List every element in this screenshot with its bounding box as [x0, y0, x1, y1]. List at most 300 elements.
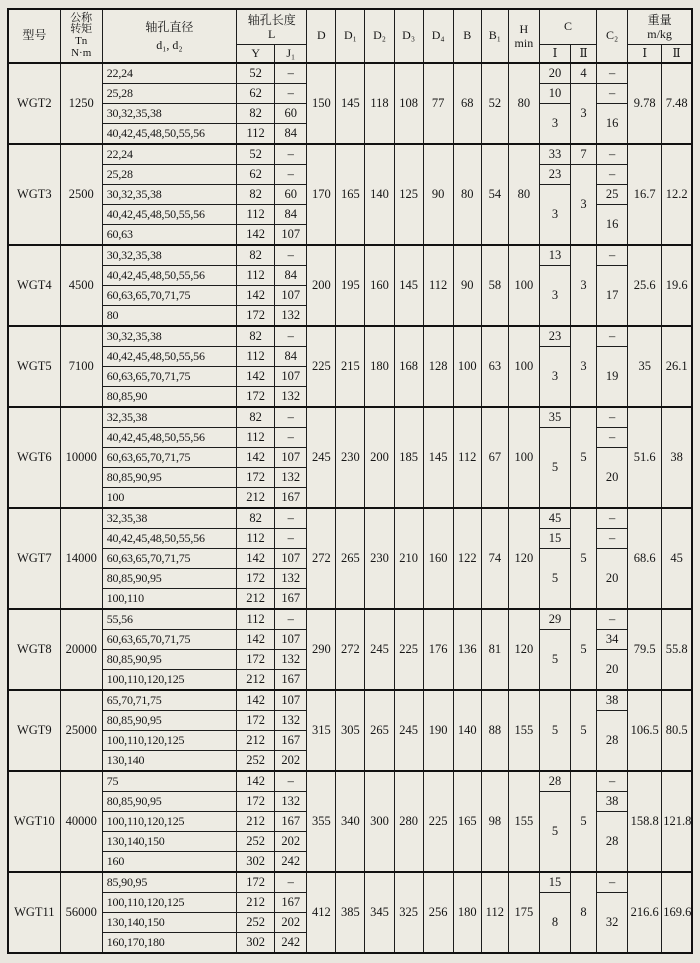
length-J1-cell: 107: [275, 549, 307, 569]
dim-H-cell: 100: [508, 407, 539, 508]
model-cell: WGT4: [8, 245, 60, 326]
length-Y-cell: 112: [237, 428, 275, 448]
dim-H-cell: 155: [508, 690, 539, 771]
dim-B-cell: 136: [453, 609, 481, 690]
spec-table-body: [8, 63, 692, 953]
length-Y-cell: 252: [237, 832, 275, 852]
header-bore-length-label: 轴孔长度: [247, 12, 296, 27]
model-cell: WGT11: [8, 872, 60, 953]
dim-B-cell: 122: [453, 508, 481, 609]
dim-D2-cell: 140: [365, 144, 394, 245]
bore-diameters-cell: 40,42,45,48,50,55,56: [102, 205, 236, 225]
length-J1-cell: 167: [275, 670, 307, 691]
length-Y-cell: 82: [237, 245, 275, 266]
length-Y-cell: 252: [237, 751, 275, 772]
length-J1-cell: 132: [275, 468, 307, 488]
C-I-cell: 13: [539, 245, 570, 266]
C-II-cell: 5: [571, 609, 597, 690]
dim-D2-cell: 180: [365, 326, 394, 407]
length-Y-cell: 172: [237, 468, 275, 488]
bore-diameters-cell: 40,42,45,48,50,55,56: [102, 529, 236, 549]
bore-diameters-cell: 100,110,120,125: [102, 731, 236, 751]
length-J1-cell: 167: [275, 731, 307, 751]
header-weight-unit: m/kg: [647, 27, 672, 41]
bore-diameters-cell: 40,42,45,48,50,55,56: [102, 266, 236, 286]
model-cell: WGT5: [8, 326, 60, 407]
dim-D2-cell: 230: [365, 508, 394, 609]
dim-D2-cell: 160: [365, 245, 394, 326]
weight-II-cell: 12.2: [662, 144, 692, 245]
length-J1-cell: 60: [275, 185, 307, 205]
length-Y-cell: 112: [237, 347, 275, 367]
C2-cell: 17: [597, 266, 628, 327]
dim-D1-cell: 165: [336, 144, 365, 245]
length-J1-cell: 202: [275, 751, 307, 772]
bore-diameters-cell: 32,35,38: [102, 508, 236, 529]
bore-diameters-cell: 32,35,38: [102, 407, 236, 428]
length-J1-cell: –: [275, 771, 307, 792]
length-J1-cell: 132: [275, 306, 307, 327]
weight-I-cell: 35: [628, 326, 662, 407]
dim-D2-cell: 200: [365, 407, 394, 508]
table-row: [8, 690, 692, 711]
length-J1-cell: 107: [275, 690, 307, 711]
weight-II-cell: 80.5: [662, 690, 692, 771]
weight-I-cell: 9.78: [628, 63, 662, 144]
table-row: [8, 326, 692, 347]
header-D4: D₄: [423, 9, 453, 63]
length-J1-cell: 132: [275, 792, 307, 812]
dim-D4-cell: 128: [423, 326, 453, 407]
dim-B1-cell: 81: [481, 609, 508, 690]
dim-D3-cell: 225: [394, 609, 423, 690]
dim-H-cell: 80: [508, 63, 539, 144]
torque-cell: 20000: [60, 609, 102, 690]
header-D1: D₁: [336, 9, 365, 63]
dim-D-cell: 412: [307, 872, 336, 953]
bore-diameters-cell: 22,24: [102, 63, 236, 84]
dim-B1-cell: 63: [481, 326, 508, 407]
dim-H-cell: 120: [508, 508, 539, 609]
header-model: [8, 9, 60, 63]
dim-B-cell: 180: [453, 872, 481, 953]
length-Y-cell: 172: [237, 872, 275, 893]
dim-H-cell: 155: [508, 771, 539, 872]
length-Y-cell: 172: [237, 650, 275, 670]
weight-I-cell: 25.6: [628, 245, 662, 326]
dim-H-cell: 120: [508, 609, 539, 690]
table-row: [8, 245, 692, 266]
torque-cell: 7100: [60, 326, 102, 407]
table-row: [8, 407, 692, 428]
length-Y-cell: 212: [237, 670, 275, 691]
header-B1: B₁: [481, 9, 508, 63]
bore-diameters-cell: 160: [102, 852, 236, 873]
length-J1-cell: 132: [275, 650, 307, 670]
weight-II-cell: 38: [662, 407, 692, 508]
bore-diameters-cell: 100,110,120,125: [102, 893, 236, 913]
length-Y-cell: 142: [237, 448, 275, 468]
table-row: [8, 872, 692, 893]
length-Y-cell: 172: [237, 387, 275, 408]
C2-cell: –: [597, 609, 628, 630]
model-cell: WGT6: [8, 407, 60, 508]
C2-cell: 16: [597, 205, 628, 246]
weight-II-cell: 121.8: [662, 771, 692, 872]
C-I-cell: 23: [539, 165, 570, 185]
header-torque-unit: N·m: [71, 46, 92, 59]
weight-I-cell: 79.5: [628, 609, 662, 690]
dim-B-cell: 140: [453, 690, 481, 771]
C2-cell: 19: [597, 347, 628, 408]
dim-B1-cell: 74: [481, 508, 508, 609]
dim-B1-cell: 58: [481, 245, 508, 326]
bore-diameters-cell: 60,63,65,70,71,75: [102, 448, 236, 468]
C-I-cell: 3: [539, 104, 570, 145]
length-Y-cell: 212: [237, 731, 275, 751]
length-J1-cell: 107: [275, 286, 307, 306]
model-cell: WGT2: [8, 63, 60, 144]
dim-D-cell: 150: [307, 63, 336, 144]
dim-B1-cell: 54: [481, 144, 508, 245]
length-J1-cell: 84: [275, 266, 307, 286]
model-cell: WGT10: [8, 771, 60, 872]
length-J1-cell: 167: [275, 893, 307, 913]
dim-H-cell: 80: [508, 144, 539, 245]
bore-diameters-cell: 75: [102, 771, 236, 792]
length-Y-cell: 142: [237, 771, 275, 792]
C-I-cell: 3: [539, 185, 570, 246]
length-J1-cell: 167: [275, 812, 307, 832]
weight-II-cell: 55.8: [662, 609, 692, 690]
dim-D-cell: 315: [307, 690, 336, 771]
header-weight-label: 重量: [647, 12, 672, 27]
dim-D1-cell: 230: [336, 407, 365, 508]
bore-diameters-cell: 100,110,120,125: [102, 812, 236, 832]
C-II-cell: 4: [571, 63, 597, 84]
C2-cell: 28: [597, 711, 628, 772]
dim-D1-cell: 215: [336, 326, 365, 407]
bore-diameters-cell: 130,140,150: [102, 832, 236, 852]
torque-cell: 40000: [60, 771, 102, 872]
header-H-min-label: min: [514, 36, 534, 50]
weight-I-cell: 216.6: [628, 872, 662, 953]
C2-cell: 38: [597, 792, 628, 812]
header-J1: J₁: [275, 45, 307, 64]
C2-cell: 20: [597, 650, 628, 691]
C2-cell: 16: [597, 104, 628, 145]
bore-diameters-cell: 22,24: [102, 144, 236, 165]
length-Y-cell: 112: [237, 266, 275, 286]
C2-cell: –: [597, 529, 628, 549]
length-Y-cell: 82: [237, 407, 275, 428]
C-I-cell: 35: [539, 407, 570, 428]
header-C-II: Ⅱ: [571, 45, 597, 64]
C2-cell: –: [597, 508, 628, 529]
dim-B-cell: 90: [453, 245, 481, 326]
C-I-cell: 5: [539, 690, 570, 771]
bore-diameters-cell: 100,110,120,125: [102, 670, 236, 691]
C-I-cell: 3: [539, 347, 570, 408]
length-J1-cell: 60: [275, 104, 307, 124]
header-bore-diameter: [102, 9, 236, 63]
bore-diameters-cell: 80: [102, 306, 236, 327]
dim-B-cell: 100: [453, 326, 481, 407]
dim-D1-cell: 195: [336, 245, 365, 326]
C2-cell: –: [597, 144, 628, 165]
length-Y-cell: 172: [237, 569, 275, 589]
length-J1-cell: 132: [275, 569, 307, 589]
dim-D4-cell: 112: [423, 245, 453, 326]
model-cell: WGT7: [8, 508, 60, 609]
length-Y-cell: 212: [237, 812, 275, 832]
weight-II-cell: 19.6: [662, 245, 692, 326]
dim-D4-cell: 176: [423, 609, 453, 690]
length-Y-cell: 142: [237, 549, 275, 569]
dim-D2-cell: 300: [365, 771, 394, 872]
weight-II-cell: 26.1: [662, 326, 692, 407]
length-J1-cell: –: [275, 84, 307, 104]
bore-diameters-cell: 80,85,90: [102, 387, 236, 408]
C2-cell: 25: [597, 185, 628, 205]
length-Y-cell: 112: [237, 609, 275, 630]
C-I-cell: 5: [539, 630, 570, 691]
bore-diameters-cell: 55,56: [102, 609, 236, 630]
length-Y-cell: 82: [237, 104, 275, 124]
length-Y-cell: 142: [237, 225, 275, 246]
dim-D3-cell: 280: [394, 771, 423, 872]
C-II-cell: 3: [571, 84, 597, 145]
C-I-cell: 3: [539, 266, 570, 327]
torque-cell: 2500: [60, 144, 102, 245]
dim-D1-cell: 272: [336, 609, 365, 690]
dim-D4-cell: 225: [423, 771, 453, 872]
dim-H-cell: 100: [508, 326, 539, 407]
torque-cell: 56000: [60, 872, 102, 953]
C2-cell: 32: [597, 893, 628, 954]
C-II-cell: 3: [571, 245, 597, 326]
header-H-min: [508, 9, 539, 63]
length-J1-cell: 132: [275, 387, 307, 408]
C2-cell: 34: [597, 630, 628, 650]
C-II-cell: 5: [571, 407, 597, 508]
length-J1-cell: –: [275, 144, 307, 165]
dim-B1-cell: 98: [481, 771, 508, 872]
length-Y-cell: 62: [237, 165, 275, 185]
dim-D4-cell: 190: [423, 690, 453, 771]
header-torque-symbol: Tn: [75, 35, 88, 47]
C-I-cell: 15: [539, 872, 570, 893]
dim-D3-cell: 125: [394, 144, 423, 245]
C-I-cell: 10: [539, 84, 570, 104]
header-H-label: H: [519, 21, 529, 36]
torque-cell: 1250: [60, 63, 102, 144]
dim-D3-cell: 210: [394, 508, 423, 609]
length-J1-cell: 84: [275, 347, 307, 367]
length-Y-cell: 82: [237, 185, 275, 205]
bore-diameters-cell: 60,63,65,70,71,75: [102, 286, 236, 306]
length-J1-cell: 107: [275, 630, 307, 650]
torque-cell: 10000: [60, 407, 102, 508]
length-Y-cell: 302: [237, 933, 275, 954]
dim-D1-cell: 265: [336, 508, 365, 609]
dim-D4-cell: 77: [423, 63, 453, 144]
bore-diameters-cell: 80,85,90,95: [102, 569, 236, 589]
C-II-cell: 5: [571, 690, 597, 771]
weight-II-cell: 169.6: [662, 872, 692, 953]
length-J1-cell: 167: [275, 488, 307, 509]
length-Y-cell: 302: [237, 852, 275, 873]
dim-D4-cell: 160: [423, 508, 453, 609]
bore-diameters-cell: 130,140,150: [102, 913, 236, 933]
C-II-cell: 5: [571, 771, 597, 872]
length-J1-cell: 167: [275, 589, 307, 610]
dim-D-cell: 355: [307, 771, 336, 872]
dim-D4-cell: 256: [423, 872, 453, 953]
length-J1-cell: 202: [275, 913, 307, 933]
dim-B1-cell: 52: [481, 63, 508, 144]
C-I-cell: 45: [539, 508, 570, 529]
length-Y-cell: 212: [237, 589, 275, 610]
header-B: B: [453, 9, 481, 63]
dim-D-cell: 200: [307, 245, 336, 326]
length-Y-cell: 112: [237, 124, 275, 145]
dim-D3-cell: 108: [394, 63, 423, 144]
bore-diameters-cell: 80,85,90,95: [102, 792, 236, 812]
length-Y-cell: 82: [237, 326, 275, 347]
length-Y-cell: 112: [237, 205, 275, 225]
bore-diameters-cell: 30,32,35,38: [102, 245, 236, 266]
bore-diameters-cell: 40,42,45,48,50,55,56: [102, 428, 236, 448]
length-Y-cell: 142: [237, 690, 275, 711]
weight-I-cell: 106.5: [628, 690, 662, 771]
model-cell: WGT3: [8, 144, 60, 245]
length-Y-cell: 112: [237, 529, 275, 549]
C-I-cell: 5: [539, 428, 570, 509]
header-bore-diameter-symbols: d₁, d₂: [156, 37, 183, 52]
dim-D1-cell: 145: [336, 63, 365, 144]
bore-diameters-cell: 30,32,35,38: [102, 185, 236, 205]
dim-D3-cell: 325: [394, 872, 423, 953]
bore-diameters-cell: 80,85,90,95: [102, 711, 236, 731]
weight-II-cell: 45: [662, 508, 692, 609]
length-J1-cell: –: [275, 609, 307, 630]
C-I-cell: 15: [539, 529, 570, 549]
length-J1-cell: –: [275, 872, 307, 893]
length-Y-cell: 252: [237, 913, 275, 933]
C-I-cell: 29: [539, 609, 570, 630]
length-J1-cell: –: [275, 407, 307, 428]
dim-D-cell: 225: [307, 326, 336, 407]
C-I-cell: 20: [539, 63, 570, 84]
bore-diameters-cell: 60,63: [102, 225, 236, 246]
C-I-cell: 8: [539, 893, 570, 954]
length-J1-cell: –: [275, 529, 307, 549]
model-cell: WGT9: [8, 690, 60, 771]
dim-D-cell: 245: [307, 407, 336, 508]
length-J1-cell: 242: [275, 933, 307, 954]
bore-diameters-cell: 80,85,90,95: [102, 650, 236, 670]
length-Y-cell: 172: [237, 306, 275, 327]
dim-D-cell: 170: [307, 144, 336, 245]
torque-cell: 14000: [60, 508, 102, 609]
dim-D2-cell: 345: [365, 872, 394, 953]
C2-cell: –: [597, 428, 628, 448]
bore-diameters-cell: 25,28: [102, 84, 236, 104]
C-II-cell: 7: [571, 144, 597, 165]
header-C: C: [539, 9, 596, 45]
table-row: [8, 508, 692, 529]
length-Y-cell: 62: [237, 84, 275, 104]
table-row: [8, 609, 692, 630]
length-J1-cell: 107: [275, 448, 307, 468]
C-I-cell: 33: [539, 144, 570, 165]
length-Y-cell: 52: [237, 144, 275, 165]
dim-D1-cell: 305: [336, 690, 365, 771]
dim-D-cell: 290: [307, 609, 336, 690]
weight-I-cell: 68.6: [628, 508, 662, 609]
header-D: D: [307, 9, 336, 63]
dim-B-cell: 68: [453, 63, 481, 144]
bore-diameters-cell: 60,63,65,70,71,75: [102, 549, 236, 569]
length-J1-cell: –: [275, 508, 307, 529]
spec-table: [7, 8, 693, 954]
length-J1-cell: –: [275, 326, 307, 347]
length-J1-cell: –: [275, 165, 307, 185]
length-Y-cell: 142: [237, 367, 275, 387]
header-torque-line1: 公称: [70, 11, 93, 24]
dim-D1-cell: 385: [336, 872, 365, 953]
length-J1-cell: –: [275, 428, 307, 448]
C-I-cell: 5: [539, 792, 570, 873]
bore-diameters-cell: 130,140: [102, 751, 236, 772]
bore-diameters-cell: 65,70,71,75: [102, 690, 236, 711]
header-torque-line2: 转矩: [70, 23, 93, 36]
C2-cell: 20: [597, 549, 628, 610]
bore-diameters-cell: 60,63,65,70,71,75: [102, 630, 236, 650]
C2-cell: 20: [597, 448, 628, 509]
length-Y-cell: 212: [237, 893, 275, 913]
bore-diameters-cell: 40,42,45,48,50,55,56: [102, 124, 236, 145]
C-II-cell: 8: [571, 872, 597, 953]
length-J1-cell: 107: [275, 367, 307, 387]
length-J1-cell: –: [275, 63, 307, 84]
length-Y-cell: 172: [237, 792, 275, 812]
header-weight: [628, 9, 692, 45]
torque-cell: 4500: [60, 245, 102, 326]
dim-D4-cell: 145: [423, 407, 453, 508]
table-row: [8, 63, 692, 84]
bore-diameters-cell: 100,110: [102, 589, 236, 610]
torque-cell: 25000: [60, 690, 102, 771]
length-J1-cell: 242: [275, 852, 307, 873]
dim-D3-cell: 245: [394, 690, 423, 771]
dim-H-cell: 175: [508, 872, 539, 953]
weight-I-cell: 16.7: [628, 144, 662, 245]
header-D2: D₂: [365, 9, 394, 63]
dim-B-cell: 80: [453, 144, 481, 245]
bore-diameters-cell: 160,170,180: [102, 933, 236, 954]
header-bore-length: [237, 9, 307, 45]
dim-B1-cell: 88: [481, 690, 508, 771]
C-I-cell: 23: [539, 326, 570, 347]
header-weight-I: Ⅰ: [628, 45, 662, 64]
C2-cell: –: [597, 326, 628, 347]
length-J1-cell: 132: [275, 711, 307, 731]
dim-D3-cell: 145: [394, 245, 423, 326]
dim-D4-cell: 90: [423, 144, 453, 245]
table-row: [8, 771, 692, 792]
